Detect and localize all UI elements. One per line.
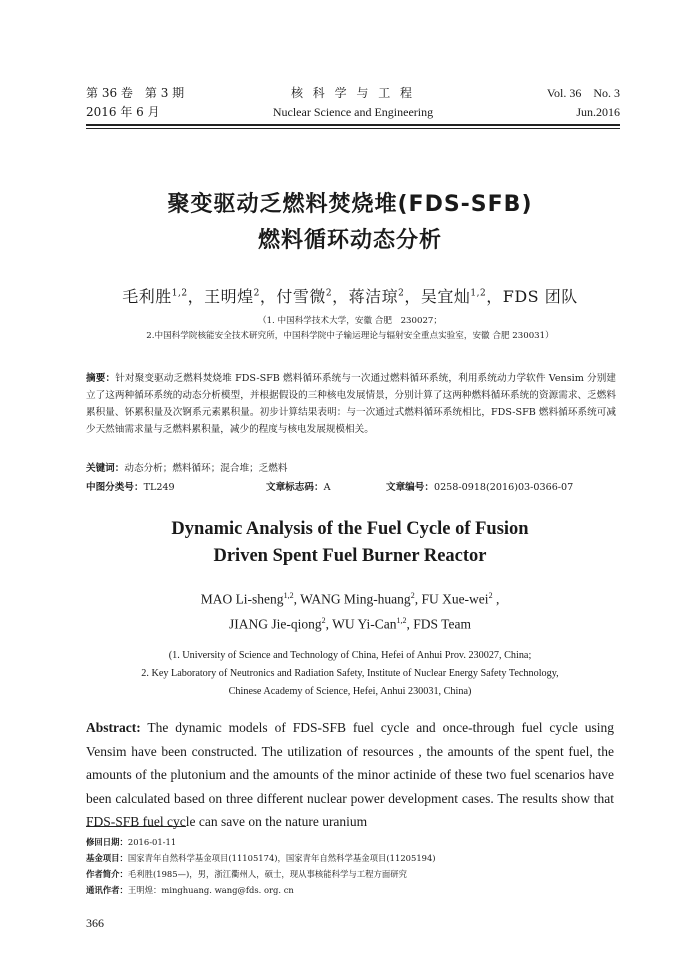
title-en-line1: Dynamic Analysis of the Fuel Cycle of Fusion xyxy=(171,519,529,539)
author-en-1-affil: 1,2 xyxy=(283,591,294,600)
affiliation-en-line3: Chinese Academy of Science, Hefei, Anhui 230031, China) xyxy=(228,686,472,697)
author-en-3-sep: , xyxy=(492,591,500,607)
header-issue-en xyxy=(547,84,620,122)
abstract-en-text: The dynamic models of FDS-SFB fuel cycle and once-through fuel cycle using Vensim have been constructed. The utilization of resources , the amounts of the spent fuel, the amounts of the plutonium and the amounts of the minor actinide of these two fuel scenarios have been calculated based on three different nuclear power development cases. The results show that FDS-SFB fuel cycle can save on the nature uranium xyxy=(86,720,614,829)
author-en-4-affil: 2 xyxy=(321,615,326,625)
footnote-fund-value: 国家青年自然科学基金项目(11105174)，国家青年自然科学基金项目(11205194) xyxy=(127,853,436,863)
clc-label: 中图分类号： xyxy=(86,482,144,493)
footnotes xyxy=(86,834,620,898)
clc-value: TL249 xyxy=(143,482,175,493)
footnote-bio-value: 毛利胜(1985—)，男，浙江衢州人，硕士，现从事核能科学与工程方面研究 xyxy=(127,869,407,879)
footnote-bio-label: 作者简介： xyxy=(86,869,128,879)
title-cn-line2: 燃料循环动态分析 xyxy=(257,228,442,253)
authors-en xyxy=(60,585,640,634)
running-header xyxy=(86,84,620,124)
affiliations-cn xyxy=(60,314,640,344)
keywords-cn-text: 动态分析；燃料循环；混合堆；乏燃料 xyxy=(124,463,288,474)
author-en-2-affil: 2 xyxy=(410,591,415,600)
author-cn-5-affil: 1,2 xyxy=(470,288,487,299)
author-en-3-affil: 2 xyxy=(488,591,493,600)
footnote-fund-label: 基金项目： xyxy=(86,853,128,863)
header-date-en: Jun.2016 xyxy=(576,105,620,119)
article-number xyxy=(386,479,573,493)
keywords-cn xyxy=(86,460,616,474)
affiliation-en-line2: 2. Key Laboratory of Neutronics and Radiation Safety, Institute of Nuclear Energy Safety Technology, xyxy=(141,668,559,679)
author-en-5: , WU Yi-Can xyxy=(325,616,397,631)
author-cn-5: ，吴宜灿 xyxy=(404,287,471,306)
document-code xyxy=(266,479,331,493)
author-cn-3-affil: 2 xyxy=(325,288,333,299)
author-en-3: , FU Xue-wei xyxy=(414,591,489,607)
author-en-2: , WANG Ming-huang xyxy=(293,591,411,607)
header-journal-en: Nuclear Science and Engineering xyxy=(272,105,434,119)
title-en xyxy=(60,516,640,570)
keywords-cn-label: 关键词： xyxy=(86,463,125,474)
author-cn-2: ，王明煌 xyxy=(187,287,254,306)
header-volume-en: Vol. 36 No. 3 xyxy=(546,86,620,100)
clc-number xyxy=(86,479,175,493)
header-volume-cn: 第 36 卷 第 3 期 xyxy=(86,86,185,100)
author-cn-1-affil: 1,2 xyxy=(171,288,188,299)
abstract-cn-label: 摘要： xyxy=(86,373,116,384)
author-en-1: MAO Li-sheng xyxy=(200,591,284,607)
author-cn-4: ，蒋洁琼 xyxy=(332,287,399,306)
authors-cn xyxy=(60,284,640,307)
title-en-line2: Driven Spent Fuel Burner Reactor xyxy=(213,546,487,566)
header-rule-thin xyxy=(86,128,620,129)
header-journal xyxy=(86,84,620,122)
abstract-en-label: Abstract: xyxy=(86,720,141,735)
author-en-team: , FDS Team xyxy=(406,616,471,631)
article-number-value: 0258-0918(2016)03-0366-07 xyxy=(433,482,574,493)
footnote-corresponding-value: 王明煌：minghuang. wang@fds. org. cn xyxy=(127,885,294,895)
footnote-received-label: 修回日期： xyxy=(86,837,128,847)
author-cn-team: ，FDS 团队 xyxy=(486,287,578,306)
author-cn-2-affil: 2 xyxy=(253,288,260,299)
page-number: 366 xyxy=(86,916,104,930)
document-code-value: A xyxy=(323,482,331,493)
header-date-cn: 2016 年 6 月 xyxy=(86,105,160,119)
affiliation-cn-line1: （1. 中国科学技术大学，安徽 合肥 230027； xyxy=(258,316,442,326)
author-cn-3: ，付雪微 xyxy=(259,287,326,306)
author-en-4: JIANG Jie-qiong xyxy=(229,616,322,631)
affiliations-en xyxy=(60,647,640,701)
footnote-received xyxy=(86,834,620,850)
footnote-bio xyxy=(86,866,620,882)
footnote-corresponding xyxy=(86,882,620,898)
footnote-fund xyxy=(86,850,620,866)
title-cn xyxy=(60,187,640,259)
abstract-cn-text: 针对聚变驱动乏燃料焚烧堆 FDS-SFB 燃料循环系统与一次通过燃料循环系统，利用系统动力学软件 Vensim 分别建立了这两种循环系统的动态分析模型，并根据假设的三种核电发展情景，分别计算了这两种燃料循环系统的资源需求、乏燃料累积量、钚累积量及次锕系元素累积量。初步计算结果表明：与一次通过式燃料循环系统相比，FDS-SFB 燃料循环系统可减少天然铀需求量与乏燃料累积量，减少的程度与核电发展规模相关。 xyxy=(86,373,617,435)
authors-en-line2 xyxy=(60,610,640,635)
authors-en-line1 xyxy=(60,585,640,610)
author-en-5-affil: 1,2 xyxy=(396,615,407,625)
title-cn-line1: 聚变驱动乏燃料焚烧堆(FDS-SFB) xyxy=(167,192,533,217)
author-cn-1: 毛利胜 xyxy=(122,287,172,306)
article-number-label: 文章编号： xyxy=(386,482,434,493)
abstract-en xyxy=(86,716,614,834)
header-rule-thick xyxy=(86,124,620,126)
header-journal-cn: 核 科 学 与 工 程 xyxy=(290,86,416,100)
author-cn-4-affil: 2 xyxy=(398,288,405,299)
footnote-received-value: 2016-01-11 xyxy=(127,837,177,847)
footnote-rule xyxy=(86,826,186,827)
affiliation-en-line1: (1. University of Science and Technology of China, Hefei of Anhui Prov. 230027, China; xyxy=(168,650,532,661)
abstract-cn xyxy=(86,370,616,438)
footnote-corresponding-label: 通讯作者： xyxy=(86,885,128,895)
affiliation-cn-line2: 2.中国科学院核能安全技术研究所，中国科学院中子输运理论与辐射安全重点实验室，安徽 合肥 230031） xyxy=(146,331,554,341)
document-code-label: 文章标志码： xyxy=(266,482,324,493)
